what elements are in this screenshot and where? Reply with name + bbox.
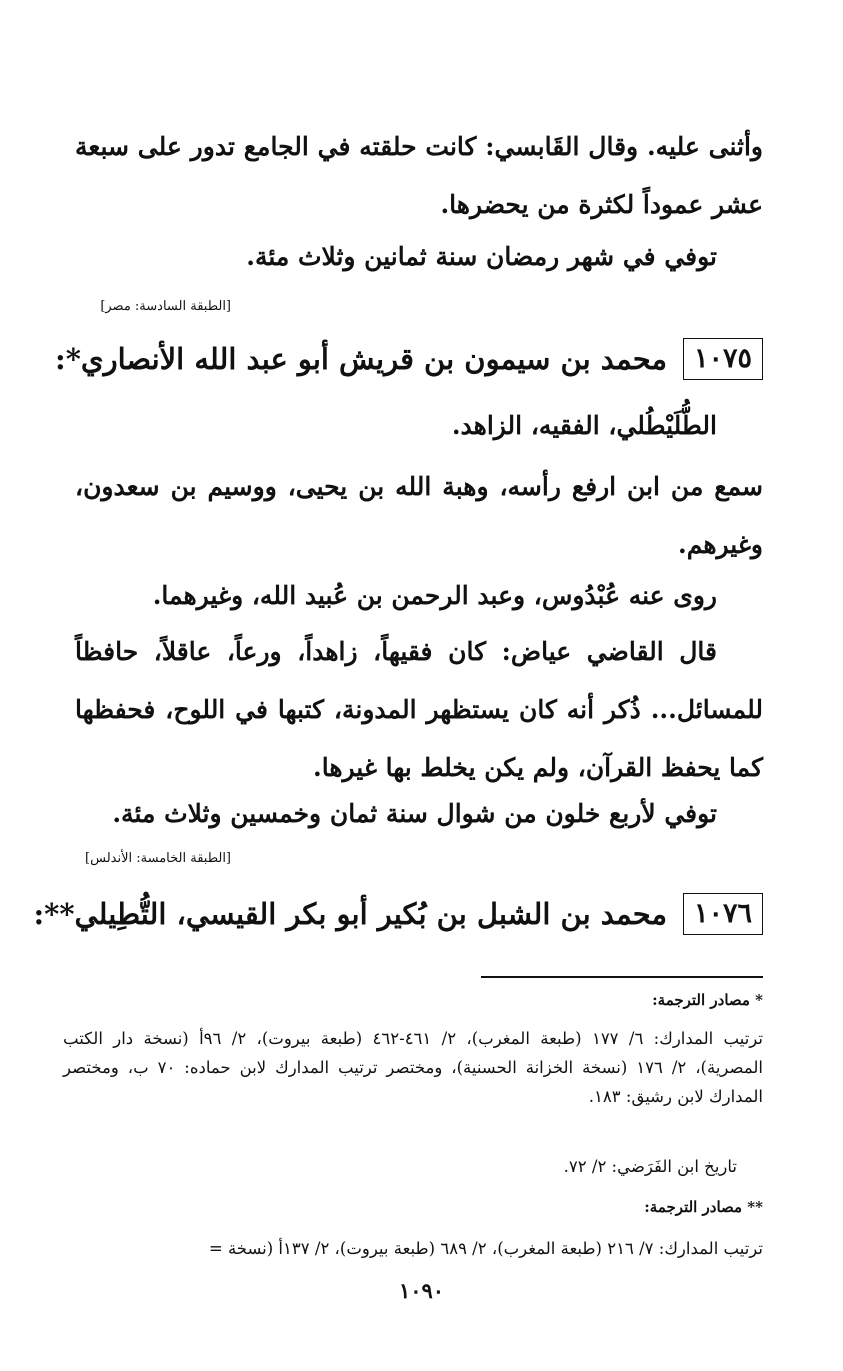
footnote-sources: ترتيب المدارك: ٦/ ١٧٧ (طبعة المغرب)، ٢/ ٤٦١-٤٦٢ (طبعة بيروت)، ٢/ ٩٦أ (نسخة دار الكتب المصرية)، ٢/ ١٧٦ (نسخة الخزانة الحسنية)، ومختصر ترتيب المدارك لابن حماده: ٧٠ ب، ومختصر المدارك لابن رشيق: ١٨٣. (63, 1029, 764, 1106)
footnote-sources: تاريخ ابن الفَرَضي: ٢/ ٧٢. (563, 1157, 737, 1176)
page-number: ١٠٩٠ (398, 1278, 445, 1303)
entry-number: ١٠٧٥ (683, 338, 763, 380)
death-note-paragraph: توفي في شهر رمضان سنة ثمانين وثلاث مئة. (246, 242, 717, 271)
tabaqa-label: [الطبقة السادسة: مصر] (100, 299, 231, 314)
continuation-paragraph: وأثنى عليه. وقال القَابسي: كانت حلقته في الجامع تدور على سبعة عشر عموداً لكثرة من يحضرها. (75, 132, 763, 219)
teachers-paragraph: سمع من ابن ارفع رأسه، وهبة الله بن يحيى، ووسيم بن سعدون، وغيرهم. (75, 472, 763, 559)
nisba-paragraph: الطُّلَيْطُلي، الفقيه، الزاهد. (451, 411, 717, 440)
entry-title: محمد بن الشبل بن بُكير أبو بكر القيسي، التُّطِيلي**: (33, 897, 667, 931)
footnote-heading: ** مصادر الترجمة: (644, 1198, 763, 1216)
death-date-paragraph: توفي لأربع خلون من شوال سنة ثمان وخمسين وثلاث مئة. (112, 799, 717, 828)
entry-heading-1076 (33, 893, 763, 935)
students-paragraph: روى عنه عُبْدُوس، وعبد الرحمن بن عُبيد الله، وغيرهما. (152, 581, 717, 610)
entry-number: ١٠٧٦ (683, 893, 763, 935)
footnote-sources: ترتيب المدارك: ٧/ ٢١٦ (طبعة المغرب)، ٢/ ٦٨٩ (طبعة بيروت)، ٢/ ١٣٧أ (نسخة = (208, 1239, 763, 1258)
entry-heading-1075 (55, 338, 763, 380)
footnote-separator (481, 976, 763, 978)
tabaqa-label: [الطبقة الخامسة: الأندلس] (85, 851, 231, 866)
footnote-heading: * مصادر الترجمة: (652, 991, 763, 1009)
entry-title: محمد بن سيمون بن قريش أبو عبد الله الأنصاري*: (55, 342, 667, 376)
iyad-quote-paragraph: قال القاضي عياض: كان فقيهاً، زاهداً، ورعاً، عاقلاً، حافظاً للمسائل... ذُكر أنه كان يستظهر المدونة، كتبها في اللوح، فحفظها كما يحفظ القرآن، ولم يكن يخلط بها غيرها. (75, 637, 763, 782)
